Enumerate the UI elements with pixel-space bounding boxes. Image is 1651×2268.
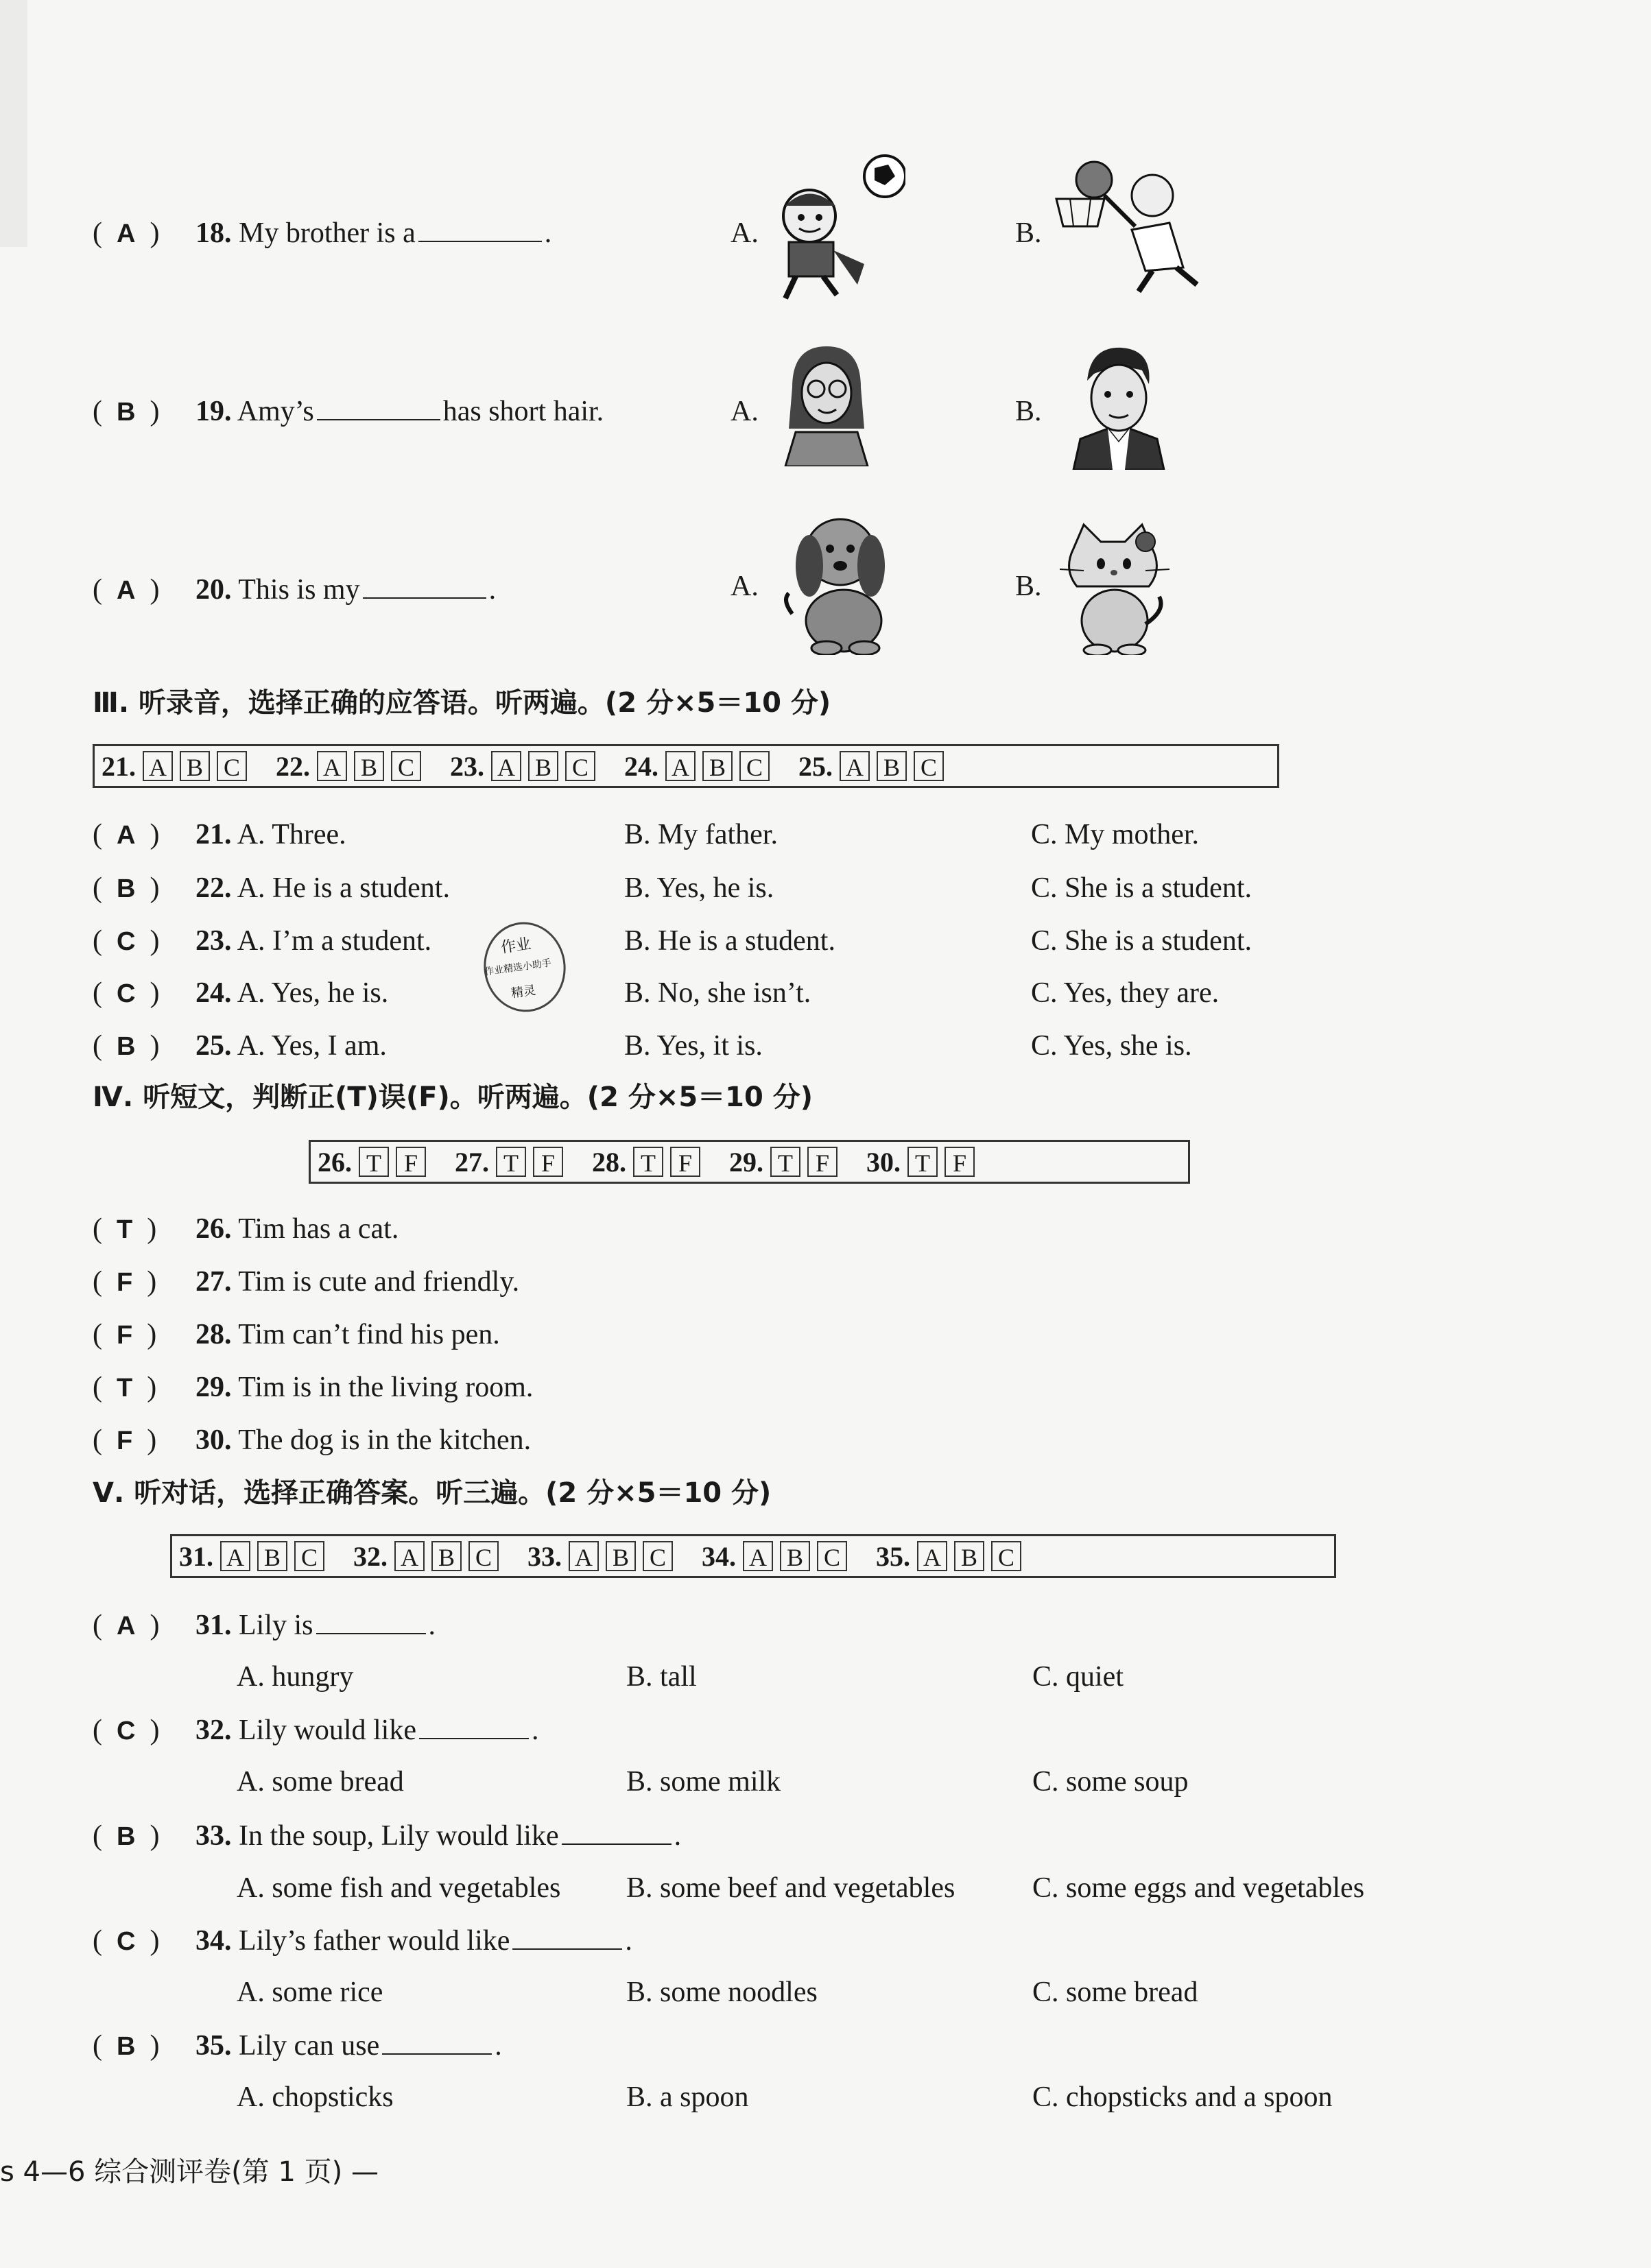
answer-group-label: 22. (276, 750, 310, 782)
question-30 (93, 1423, 531, 1458)
option-a: A. Yes, he is. (237, 977, 389, 1009)
answer-cell[interactable]: C (991, 1541, 1021, 1571)
question-number: 26. (195, 1213, 232, 1245)
answer-cell[interactable]: A (569, 1541, 599, 1571)
answer-cell[interactable]: B (877, 751, 907, 781)
question-number: 33. (195, 1820, 232, 1852)
option-c: C. some eggs and vegetables (1032, 1872, 1365, 1904)
question-text-end: . (531, 1715, 539, 1746)
question-number: 30. (195, 1424, 232, 1456)
question-number: 22. (195, 872, 232, 904)
option-b: B. some milk (626, 1766, 781, 1798)
option-a: A. chopsticks (237, 2081, 394, 2113)
answer-cell[interactable]: F (807, 1147, 838, 1177)
answer-letter: B (117, 874, 136, 903)
woman-glasses-picture (779, 339, 875, 466)
stamp-text-top: 作业 (499, 935, 532, 957)
question-23 (93, 924, 431, 959)
answer-letter: C (117, 927, 136, 956)
option-c: C. Yes, she is. (1031, 1030, 1192, 1062)
answer-cell[interactable]: B (257, 1541, 287, 1571)
answer-letter: F (117, 1321, 133, 1350)
bow-icon (1136, 532, 1155, 551)
answer-cell[interactable]: B (180, 751, 210, 781)
option-a: A. Three. (237, 819, 346, 850)
option-a: A. some fish and vegetables (237, 1872, 561, 1904)
answer-cell[interactable]: C (217, 751, 247, 781)
question-31 (93, 1608, 436, 1643)
fill-blank (316, 1610, 426, 1634)
answer-cell[interactable]: F (670, 1147, 700, 1177)
question-number: 32. (195, 1715, 232, 1746)
question-number: 25. (195, 1030, 232, 1062)
question-number: 28. (195, 1319, 232, 1350)
section-3-heading: Ⅲ. 听录音，选择正确的应答语。听两遍。(2 分×5＝10 分) (93, 687, 831, 719)
answer-letter: B (117, 1822, 136, 1851)
question-32 (93, 1713, 538, 1748)
answer-group (527, 1540, 673, 1573)
answer-group (624, 750, 770, 783)
stamp-text-bottom: 精灵 (510, 983, 537, 1001)
answer-paren: ( B ) (93, 1820, 160, 1852)
answer-group-label: 23. (450, 750, 484, 782)
answer-group-label: 25. (798, 750, 833, 782)
option-a: A. I’m a student. (237, 925, 432, 957)
option-b-label: B. (1015, 396, 1042, 427)
answer-cell[interactable]: C (294, 1541, 324, 1571)
answer-cell[interactable]: B (354, 751, 384, 781)
answer-group (592, 1146, 700, 1178)
answer-paren: ( A ) (93, 217, 160, 249)
section-3-answer-box (93, 744, 1279, 788)
fill-blank (562, 1820, 672, 1845)
question-text: Tim can’t find his pen. (238, 1319, 500, 1350)
answer-paren: ( T ) (93, 1372, 157, 1403)
fill-blank (317, 396, 440, 420)
answer-cell[interactable]: T (633, 1147, 663, 1177)
question-21 (93, 817, 346, 852)
question-33 (93, 1819, 681, 1854)
answer-cell[interactable]: F (945, 1147, 975, 1177)
question-19 (93, 394, 604, 429)
answer-paren: ( F ) (93, 1266, 157, 1298)
answer-cell[interactable]: A (220, 1541, 250, 1571)
answer-cell[interactable]: A (491, 751, 521, 781)
question-29 (93, 1370, 533, 1405)
answer-cell[interactable]: B (431, 1541, 462, 1571)
question-34 (93, 1924, 632, 1959)
answer-group-label: 29. (729, 1146, 763, 1178)
question-text: Tim is in the living room. (238, 1372, 534, 1403)
option-b: B. My father. (624, 819, 778, 850)
answer-cell[interactable]: F (533, 1147, 563, 1177)
option-b: B. Yes, it is. (624, 1030, 763, 1062)
answer-cell[interactable]: A (840, 751, 870, 781)
answer-letter: A (117, 821, 136, 850)
answer-letter: A (117, 219, 136, 248)
cat-picture (1053, 521, 1173, 655)
answer-letter: C (117, 979, 136, 1008)
answer-letter: B (117, 2032, 136, 2061)
fill-blank (363, 574, 486, 599)
answer-letter: F (117, 1268, 133, 1297)
answer-paren: ( C ) (93, 1925, 160, 1957)
question-text-end: has short hair. (442, 396, 604, 427)
answer-group-label: 27. (455, 1146, 489, 1178)
answer-cell[interactable]: T (907, 1147, 938, 1177)
question-number: 27. (195, 1266, 232, 1298)
fill-blank (419, 1715, 529, 1739)
option-a-label: A. (731, 396, 759, 427)
question-24 (93, 976, 388, 1011)
answer-paren: ( A ) (93, 1610, 160, 1641)
answer-group (318, 1146, 426, 1178)
question-text: Tim has a cat. (238, 1213, 399, 1245)
answer-letter: F (117, 1427, 133, 1455)
answer-paren: ( A ) (93, 574, 160, 606)
answer-paren: ( A ) (93, 819, 160, 850)
question-number: 18. (195, 217, 232, 249)
man-short-hair-picture (1067, 339, 1169, 470)
question-number: 24. (195, 977, 232, 1009)
question-35 (93, 2029, 502, 2064)
answer-group (798, 750, 944, 783)
answer-paren: ( B ) (93, 1030, 160, 1062)
answer-group (702, 1540, 847, 1573)
option-a: A. some rice (237, 1977, 383, 2008)
answer-group (729, 1146, 838, 1178)
question-text-end: . (488, 574, 497, 606)
option-c: C. some soup (1032, 1766, 1189, 1798)
answer-cell[interactable]: B (528, 751, 558, 781)
fill-blank (512, 1925, 622, 1950)
answer-letter: C (117, 1927, 136, 1956)
option-c: C. quiet (1032, 1661, 1124, 1693)
section-5-heading: Ⅴ. 听对话，选择正确答案。听三遍。(2 分×5＝10 分) (93, 1477, 772, 1509)
answer-group-label: 21. (102, 750, 136, 782)
question-number: 34. (195, 1925, 232, 1957)
page-footer: s 4—6 综合测评卷(第 1 页) — (0, 2156, 379, 2188)
option-a-label: A. (731, 217, 759, 249)
answer-group (450, 750, 595, 783)
answer-paren: ( F ) (93, 1319, 157, 1350)
question-text-end: . (544, 217, 552, 249)
answer-cell[interactable]: A (317, 751, 347, 781)
option-b: B. No, she isn’t. (624, 977, 811, 1009)
option-b: B. tall (626, 1661, 697, 1693)
answer-cell[interactable]: C (565, 751, 595, 781)
option-b: B. some noodles (626, 1977, 818, 2008)
fill-blank (418, 217, 542, 242)
basketball-icon (1076, 162, 1112, 198)
question-text: Lily is (239, 1610, 313, 1641)
option-b: B. He is a student. (624, 925, 835, 957)
answer-group-label: 24. (624, 750, 658, 782)
question-text: Lily’s father would like (239, 1925, 510, 1957)
section-5-answer-box (170, 1534, 1336, 1578)
section-4-answer-box (309, 1140, 1190, 1184)
question-text: The dog is in the kitchen. (238, 1424, 532, 1456)
section-4-heading: Ⅳ. 听短文，判断正(T)误(F)。听两遍。(2 分×5＝10 分) (93, 1082, 813, 1113)
answer-group-label: 26. (318, 1146, 352, 1178)
answer-cell[interactable]: B (780, 1541, 810, 1571)
answer-group (353, 1540, 499, 1573)
answer-letter: A (117, 576, 136, 605)
boy-football-picture (761, 154, 905, 302)
question-22 (93, 871, 450, 906)
answer-letter: C (117, 1717, 136, 1745)
option-a: A. Yes, I am. (237, 1030, 387, 1062)
scan-edge-mark (0, 0, 27, 247)
answer-paren: ( F ) (93, 1424, 157, 1456)
answer-group-label: 35. (876, 1540, 910, 1572)
question-text: This is my (238, 574, 360, 606)
answer-cell[interactable]: C (391, 751, 421, 781)
question-text: Lily can use (239, 2030, 380, 2062)
option-c: C. Yes, they are. (1031, 977, 1220, 1009)
answer-paren: ( B ) (93, 396, 160, 427)
answer-cell[interactable]: C (643, 1541, 673, 1571)
answer-paren: ( C ) (93, 977, 160, 1009)
question-text: Lily would like (239, 1715, 416, 1746)
fill-blank (382, 2030, 492, 2055)
answer-cell[interactable]: C (914, 751, 944, 781)
answer-cell[interactable]: B (954, 1541, 984, 1571)
option-a: A. hungry (237, 1661, 354, 1693)
question-number: 23. (195, 925, 232, 957)
answer-group-label: 34. (702, 1540, 736, 1572)
option-a: A. He is a student. (237, 872, 450, 904)
answer-letter: T (117, 1215, 133, 1244)
homework-helper-stamp (480, 919, 569, 1015)
answer-letter: T (117, 1374, 133, 1402)
answer-paren: ( C ) (93, 1715, 160, 1746)
answer-cell[interactable]: A (743, 1541, 773, 1571)
question-25 (93, 1029, 387, 1064)
option-b: B. Yes, he is. (624, 872, 774, 904)
question-text: My brother is a (239, 217, 416, 249)
answer-group (102, 750, 247, 783)
answer-letter: B (117, 1032, 136, 1061)
answer-group (455, 1146, 563, 1178)
question-28 (93, 1317, 500, 1352)
question-text-end: . (495, 2030, 502, 2062)
option-c: C. chopsticks and a spoon (1032, 2081, 1333, 2113)
answer-group (179, 1540, 324, 1573)
answer-cell[interactable]: C (468, 1541, 499, 1571)
answer-group-label: 30. (866, 1146, 901, 1178)
question-number: 19. (195, 396, 232, 427)
answer-group-label: 32. (353, 1540, 388, 1572)
answer-group-label: 28. (592, 1146, 626, 1178)
answer-cell[interactable]: A (143, 751, 173, 781)
answer-cell[interactable]: C (739, 751, 770, 781)
option-c: C. She is a student. (1031, 872, 1252, 904)
question-text-end: . (625, 1925, 632, 1957)
answer-cell[interactable]: C (817, 1541, 847, 1571)
answer-cell[interactable]: T (359, 1147, 389, 1177)
question-number: 20. (195, 574, 232, 606)
stamp-text-middle: 作业精选小助手 (484, 957, 552, 978)
option-a: A. some bread (237, 1766, 404, 1798)
answer-group (276, 750, 421, 783)
option-b: B. some beef and vegetables (626, 1872, 955, 1904)
answer-cell[interactable]: T (770, 1147, 800, 1177)
question-20 (93, 573, 496, 608)
answer-cell[interactable]: B (606, 1541, 636, 1571)
answer-cell[interactable]: A (917, 1541, 947, 1571)
question-number: 31. (195, 1610, 232, 1641)
question-text-end: . (674, 1820, 682, 1852)
option-c: C. some bread (1032, 1977, 1198, 2008)
answer-paren: ( B ) (93, 2030, 160, 2062)
question-18 (93, 216, 551, 251)
option-b: B. a spoon (626, 2081, 749, 2113)
question-27 (93, 1265, 519, 1300)
question-26 (93, 1212, 399, 1247)
answer-paren: ( C ) (93, 925, 160, 957)
boy-basketball-picture (1049, 158, 1214, 295)
question-number: 21. (195, 819, 232, 850)
answer-cell[interactable]: A (394, 1541, 425, 1571)
answer-paren: ( T ) (93, 1213, 157, 1245)
option-c: C. She is a student. (1031, 925, 1252, 957)
answer-group-label: 33. (527, 1540, 562, 1572)
question-number: 35. (195, 2030, 232, 2062)
answer-letter: A (117, 1612, 136, 1640)
answer-letter: B (117, 398, 136, 427)
answer-group-label: 31. (179, 1540, 213, 1572)
answer-cell[interactable]: T (496, 1147, 526, 1177)
option-c: C. My mother. (1031, 819, 1200, 850)
option-a-label: A. (731, 571, 759, 602)
answer-cell[interactable]: B (702, 751, 733, 781)
question-text: In the soup, Lily would like (239, 1820, 559, 1852)
answer-paren: ( B ) (93, 872, 160, 904)
answer-group (866, 1146, 975, 1178)
answer-cell[interactable]: F (396, 1147, 426, 1177)
option-b-label: B. (1015, 217, 1042, 249)
answer-group (876, 1540, 1021, 1573)
question-text: Amy’s (237, 396, 314, 427)
option-b-label: B. (1015, 571, 1042, 602)
dog-picture (779, 511, 899, 655)
answer-cell[interactable]: A (665, 751, 696, 781)
question-text: Tim is cute and friendly. (238, 1266, 520, 1298)
question-text-end: . (428, 1610, 436, 1641)
question-number: 29. (195, 1372, 232, 1403)
